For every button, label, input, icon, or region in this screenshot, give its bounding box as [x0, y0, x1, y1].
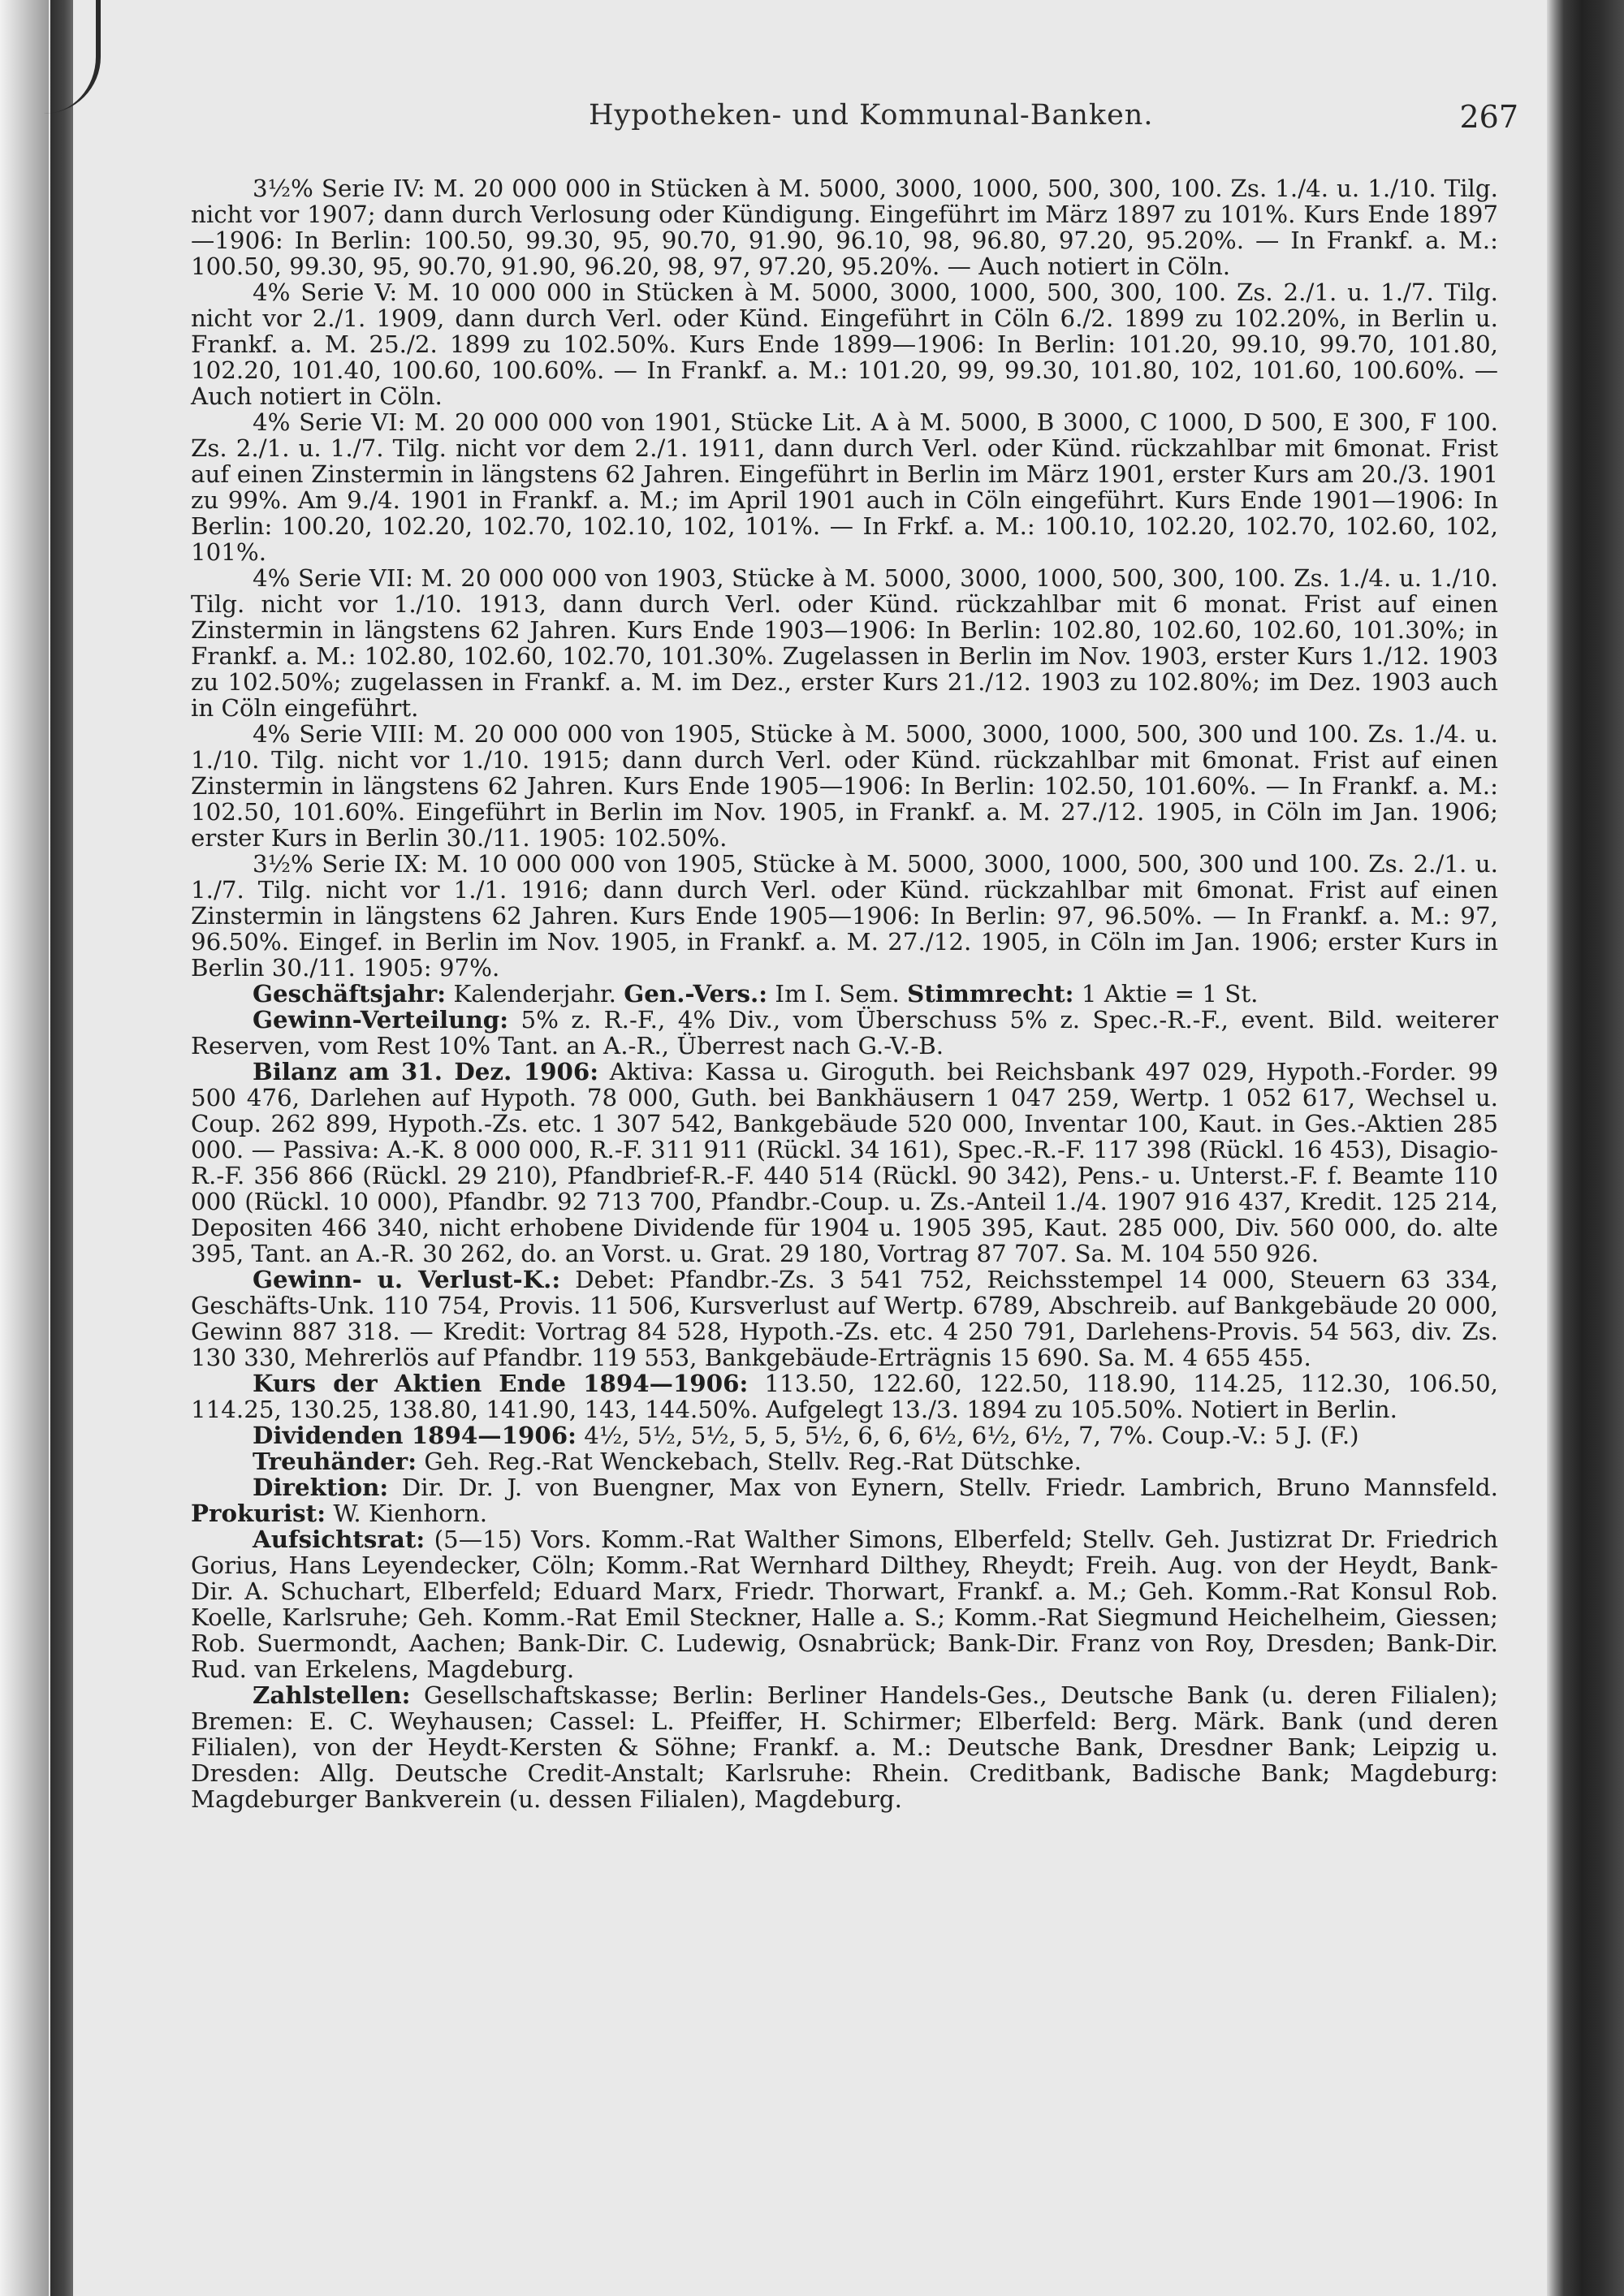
paragraph-text: Debet: Pfandbr.-Zs. 3 541 752, Reichsstempel 14 000, Steuern 63 334, Geschäfts-Unk. 110 754, Provis. 11 506, Kursverlust auf Wertp. 6789, Abschreib. auf Bankgebäude 20 000, Gewinn 887 318. — Kredit: Vortrag 84 528, Hypoth.-Zs. etc. 4 250 791, Darlehens-Provis. 54 563, div. Zs. 130 330, Mehrerlös auf Pfandbr. 119 553, Bankgebäude-Erträgnis 15 690. Sa. M. 4 655 455.: [191, 1266, 1498, 1371]
paragraph-text: Aktiva: Kassa u. Giroguth. bei Reichsbank 497 029, Hypoth.-Forder. 99 500 476, Darlehen auf Hypoth. 78 000, Guth. bei Bankhäusern 1 047 259, Wertp. 1 052 617, Wechsel u. Coup. 262 899, Hypoth.-Zs. etc. 1 307 542, Bankgebäude 520 000, Inventar 100, Kaut. in Ges.-Aktien 285 000. — Passiva: A.-K. 8 000 000, R.-F. 311 911 (Rückl. 34 161), Spec.-R.-F. 117 398 (Rückl. 16 453), Disagio-R.-F. 356 866 (Rückl. 29 210), Pfandbrief-R.-F. 440 514 (Rückl. 90 342), Pens.- u. Unterst.-F. f. Beamte 110 000 (Rückl. 10 000), Pfandbr. 92 713 700, Pfandbr.-Coup. u. Zs.-Anteil 1./4. 1907 916 437, Kredit. 125 214, Depositen 466 340, nicht erhobene Dividende für 1904 u. 1905 395, Kaut. 285 000, Div. 560 000, do. alte 395, Tant. an A.-R. 30 262, do. an Vorst. u. Grat. 29 180, Vortrag 87 707. Sa. M. 104 550 926.: [191, 1058, 1498, 1267]
paragraph-bilanz: [191, 1059, 1498, 1267]
paragraph-text: 4% Serie VI: M. 20 000 000 von 1901, Stücke Lit. A à M. 5000, B 3000, C 1000, D 500, E 300, F 100. Zs. 2./1. u. 1./7. Tilg. nicht vor dem 2./1. 1911, dann durch Verl. oder Künd. rückzahlbar mit 6monat. Frist auf einen Zinstermin in längstens 62 Jahren. Eingeführt in Berlin im März 1901, erster Kurs am 20./3. 1901 zu 99%. Am 9./4. 1901 in Frankf. a. M.; im April 1901 auch in Cöln eingeführt. Kurs Ende 1901—1906: In Berlin: 100.20, 102.20, 102.70, 102.10, 102, 101%. — In Frkf. a. M.: 100.10, 102.20, 102.70, 102.60, 102, 101%.: [191, 408, 1498, 566]
page-header: [516, 99, 1518, 145]
paragraph-zahlstellen: [191, 1682, 1498, 1812]
section-heading: Treuhänder:: [253, 1447, 417, 1475]
paragraph-serie-viii: [191, 721, 1498, 851]
paragraph-gewinn-verlust: [191, 1267, 1498, 1370]
paragraph-aufsichtsrat: [191, 1526, 1498, 1682]
page: [73, 0, 1547, 2296]
body-text: [191, 175, 1498, 1812]
section-heading: Prokurist:: [191, 1499, 326, 1527]
section-heading: Geschäftsjahr:: [253, 979, 447, 1008]
section-heading: Dividenden 1894—1906:: [253, 1421, 577, 1449]
section-heading: Zahlstellen:: [253, 1681, 411, 1709]
paragraph-text: (5—15) Vors. Komm.-Rat Walther Simons, Elberfeld; Stellv. Geh. Justizrat Dr. Friedrich Gorius, Hans Leyendecker, Cöln; Komm.-Rat Wernhard Dilthey, Rheydt; Freih. Aug. von der Heydt, Bank-Dir. A. Schuchart, Elberfeld; Eduard Marx, Friedr. Thorwart, Frankf. a. M.; Geh. Komm.-Rat Konsul Rob. Koelle, Karlsruhe; Geh. Komm.-Rat Emil Steckner, Halle a. S.; Komm.-Rat Siegmund Heichelheim, Giessen; Rob. Suermondt, Aachen; Bank-Dir. C. Ludewig, Osnabrück; Bank-Dir. Franz von Roy, Dresden; Bank-Dir. Rud. van Erkelens, Magdeburg.: [191, 1526, 1498, 1683]
paragraph-text: 4% Serie V: M. 10 000 000 in Stücken à M. 5000, 3000, 1000, 500, 300, 100. Zs. 2./1. u. 1./7. Tilg. nicht vor 2./1. 1909, dann durch Verl. oder Künd. Eingeführt in Cöln 6./2. 1899 zu 102.20%, in Berlin u. Frankf. a. M. 25./2. 1899 zu 102.50%. Kurs Ende 1899—1906: In Berlin: 101.20, 99.10, 99.70, 101.80, 102.20, 101.40, 100.60, 100.60%. — In Frankf. a. M.: 101.20, 99, 99.30, 101.80, 102, 101.60, 100.60%. — Auch notiert in Cöln.: [191, 278, 1498, 410]
paragraph-text: 4% Serie VIII: M. 20 000 000 von 1905, Stücke à M. 5000, 3000, 1000, 500, 300 und 100. Zs. 1./4. u. 1./10. Tilg. nicht vor 1./10. 1915; dann durch Verl. oder Künd. rückzahlbar mit 6monat. Frist auf einen Zinstermin in längstens 62 Jahren. Kurs Ende 1905—1906: In Berlin: 102.50, 101.60%. — In Frankf. a. M.: 102.50, 101.60%. Eingeführt in Berlin im Nov. 1905, in Frankf. a. M. 27./12. 1905, in Cöln im Jan. 1906; erster Kurs in Berlin 30./11. 1905: 102.50%.: [191, 720, 1498, 852]
paragraph-text: 4½, 5½, 5½, 5, 5, 5½, 6, 6, 6½, 6½, 6½, 7, 7%. Coup.-V.: 5 J. (F.): [584, 1422, 1359, 1449]
paragraph-geschaeftsjahr: [191, 981, 1498, 1007]
page-number: 267: [1459, 99, 1518, 135]
paragraph-text: Gesellschaftskasse; Berlin: Berliner Handels-Ges., Deutsche Bank (u. deren Filialen); Bremen: E. C. Weyhausen; Cassel: L. Pfeiffer, H. Schirmer; Elberfeld: Berg. Märk. Bank (und deren Filialen), von der Heydt-Kersten & Söhne; Frankf. a. M.: Deutsche Bank, Dresdner Bank; Leipzig u. Dresden: Allg. Deutsche Credit-Anstalt; Karlsruhe: Rhein. Creditbank, Badische Bank; Magdeburg: Magdeburger Bankverein (u. dessen Filialen), Magdeburg.: [191, 1681, 1498, 1813]
paragraph-kurs-aktien: [191, 1370, 1498, 1422]
paragraph-serie-ix: [191, 851, 1498, 981]
paragraph-text: 3½% Serie IX: M. 10 000 000 von 1905, Stücke à M. 5000, 3000, 1000, 500, 300 und 100. Zs. 2./1. u. 1./7. Tilg. nicht vor 1./1. 1916; dann durch Verl. oder Künd. rückzahlbar mit 6monat. Frist auf einen Zinstermin in längstens 62 Jahren. Kurs Ende 1905—1906: In Berlin: 97, 96.50%. — In Frankf. a. M.: 97, 96.50%. Eingef. in Berlin im Nov. 1905, in Frankf. a. M. 27./12. 1905, in Cöln im Jan. 1906; erster Kurs in Berlin 30./11. 1905: 97%.: [191, 850, 1498, 982]
paragraph-dividenden: [191, 1422, 1498, 1448]
binding-line: [50, 0, 73, 2296]
paragraph-text: Dir. Dr. J. von Buengner, Max von Eynern, Stellv. Friedr. Lambrich, Bruno Mannsfeld.: [401, 1474, 1498, 1501]
paragraph-text: 4% Serie VII: M. 20 000 000 von 1903, Stücke à M. 5000, 3000, 1000, 500, 300, 100. Zs. 1./4. u. 1./10. Tilg. nicht vor 1./10. 1913, dann durch Verl. oder Künd. rückzahlbar mit 6 monat. Frist auf einen Zinstermin in längstens 62 Jahren. Kurs Ende 1903—1906: In Berlin: 102.80, 102.60, 102.60, 101.30%; in Frankf. a. M.: 102.80, 102.60, 102.70, 101.30%. Zugelassen in Berlin im Nov. 1903, erster Kurs 1./12. 1903 zu 102.50%; zugelassen in Frankf. a. M. im Dez., erster Kurs 21./12. 1903 zu 102.80%; im Dez. 1903 auch in Cöln eingeführt.: [191, 564, 1498, 722]
paragraph-text: Geh. Reg.-Rat Wenckebach, Stellv. Reg.-Rat Dütschke.: [424, 1448, 1082, 1475]
paragraph-text: 3½% Serie IV: M. 20 000 000 in Stücken à M. 5000, 3000, 1000, 500, 300, 100. Zs. 1./4. u. 1./10. Tilg. nicht vor 1907; dann durch Verlosung oder Kündigung. Eingeführt im März 1897 zu 101%. Kurs Ende 1897—1906: In Berlin: 100.50, 99.30, 95, 90.70, 91.90, 96.10, 98, 96.80, 97.20, 95.20%. — In Frankf. a. M.: 100.50, 99.30, 95, 90.70, 91.90, 96.20, 98, 97, 97.20, 95.20%. — Auch notiert in Cöln.: [191, 175, 1498, 280]
section-heading: Gewinn-Verteilung:: [253, 1005, 509, 1034]
scan-right-edge: [1547, 0, 1624, 2296]
paragraph-text: Im I. Sem.: [775, 980, 900, 1008]
section-heading: Stimmrecht:: [907, 979, 1074, 1008]
running-title: Hypotheken- und Kommunal-Banken.: [589, 99, 1154, 132]
paragraph-text: 5% z. R.-F., 4% Div., vom Überschuss 5% z. Spec.-R.-F., event. Bild. weiterer Reserven, vom Rest 10% Tant. an A.-R., Überrest nach G.-V.-B.: [191, 1006, 1498, 1060]
paragraph-treuhaender: [191, 1448, 1498, 1474]
paragraph-serie-vii: [191, 565, 1498, 721]
section-heading: Direktion:: [253, 1473, 389, 1501]
paragraph-serie-iv: [191, 175, 1498, 279]
paragraph-text: 1 Aktie = 1 St.: [1081, 980, 1259, 1008]
paragraph-gewinn-verteilung: [191, 1007, 1498, 1059]
paragraph-serie-v: [191, 279, 1498, 409]
section-heading: Aufsichtsrat:: [253, 1525, 425, 1553]
section-heading: Gewinn- u. Verlust-K.:: [253, 1265, 561, 1293]
paragraph-text: Kalenderjahr.: [453, 980, 616, 1008]
section-heading: Bilanz am 31. Dez. 1906:: [253, 1057, 599, 1085]
section-heading: Kurs der Aktien Ende 1894—1906:: [253, 1369, 749, 1397]
paragraph-text: 113.50, 122.60, 122.50, 118.90, 114.25, 112.30, 106.50, 114.25, 130.25, 138.80, 141.90, 143, 144.50%. Aufgelegt 13./3. 1894 zu 105.50%. Notiert in Berlin.: [191, 1370, 1498, 1423]
paragraph-direktion: [191, 1474, 1498, 1526]
scan-left-strip: [0, 0, 49, 2296]
section-heading: Gen.-Vers.:: [624, 979, 768, 1008]
paragraph-text: W. Kienhorn.: [333, 1500, 488, 1527]
paragraph-serie-vi: [191, 409, 1498, 565]
